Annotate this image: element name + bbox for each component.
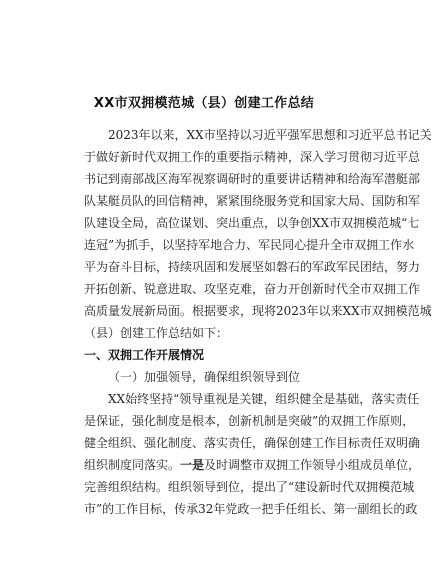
section-heading: 一、双拥工作开展情况 [84,348,205,362]
subsection-heading: （一）加强领导，确保组织领导到位 [108,370,301,384]
intro-line-5: 队建设全局，高位谋划、突出重点，以争创XX市双拥模范城“七 [84,216,420,230]
sub-line-2: 是保证，强化制度是根本，创新机制是突破”的双拥工作原则， [84,414,415,428]
intro-line-9: 高质量发展新局面。根据要求，现将2023年以来XX市双拥模范城 [84,304,432,318]
document-title: XX市双拥模范城（县）创建工作总结 [93,96,315,111]
intro-line-7: 平为奋斗目标，持续巩固和发展坚如磐石的军政军民团结，努力 [84,260,421,274]
intro-line-10: （县）创建工作总结如下： [84,326,229,340]
intro-line-8: 开拓创新、锐意进取、攻坚克难，奋力开创新时代全市双拥工作 [84,282,421,296]
sub-line-5: 完善组织结构。组织领导到位，提出了“建设新时代双拥模范城 [84,480,415,494]
sub-line-4-text: 组织制度同落实。 [84,458,181,472]
sub-line-4-tail: 及时调整市双拥工作领导小组成员单位， [204,458,421,472]
sub-line-4 [84,457,421,473]
sub-line-6: 市”的工作目标，传承32年党政一把手任组长、第一副组长的政 [84,502,418,516]
intro-line-4: 队某艇员队的回信精神，紧紧围绕服务党和国家大局、国防和军 [84,194,421,208]
intro-line-1: 2023年以来，XX市坚持以习近平强军思想和习近平总书记关 [108,128,432,142]
sub-line-3: 健全组织、强化制度、落实责任，确保创建工作目标责任双明确 [84,436,421,450]
intro-line-6: 连冠”为抓手，以坚持军地合力、军民同心提升全市双拥工作水 [84,238,415,252]
intro-line-2: 于做好新时代双拥工作的重要指示精神，深入学习贯彻习近平总 [84,150,421,164]
sub-line-1: XX始终坚持“领导重视是关键，组织健全是基础，落实责任 [108,392,420,406]
bold-lead-yishi: 一是 [180,458,205,472]
intro-line-3: 书记到南部战区海军视察调研时的重要讲话精神和给海军潜艇部 [84,172,421,186]
